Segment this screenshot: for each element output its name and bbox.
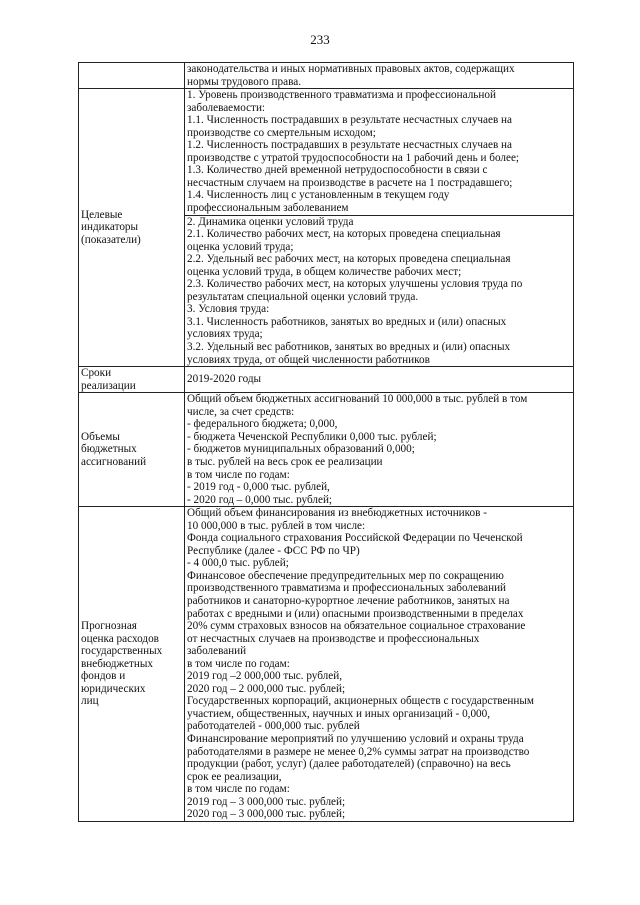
value-line: участием, общественных, научных и иных организаций - 0,000, [187, 707, 491, 720]
value-line: 2. Динамика оценки условий труда [187, 215, 354, 228]
value-line: в том числе по годам: [187, 468, 290, 481]
page-number: 233 [310, 32, 330, 47]
row-label-line: фондов и [81, 670, 126, 683]
row-label-cell [79, 367, 185, 393]
row-label-line: государственных [81, 645, 163, 658]
value-line: оценка условий труда; [187, 240, 294, 253]
value-line: 2019 год – 3 000,000 тыс. рублей; [187, 795, 346, 808]
value-line: Финансирование мероприятий по улучшению условий и охраны труда [187, 732, 524, 745]
row-label-line: внебюджетных [81, 657, 153, 670]
value-line: - 4 000,0 тыс. рублей; [187, 557, 289, 570]
value-line: производстве с утратой трудоспособности на 1 рабочий день и более; [187, 151, 520, 164]
value-line: 2.2. Удельный вес рабочих мест, на которых проведена специальная [187, 253, 511, 266]
value-line: Финансовое обеспечение предупредительных мер по сокращению [187, 569, 504, 582]
value-line: 2019-2020 годы [187, 373, 262, 386]
value-line: 1.1. Численность пострадавших в результате несчастных случаев на [187, 114, 513, 127]
value-line: работодателями в размере не менее 0,2% суммы затрат на производство [187, 745, 530, 758]
row-label-line: (показатели) [81, 233, 141, 246]
value-line: - бюджетов муниципальных образований 0,000; [187, 443, 415, 456]
value-line: законодательства и иных нормативных правовых актов, содержащих [187, 63, 515, 75]
row-label-line: оценка расходов [81, 632, 159, 645]
row-label-line: Сроки [81, 367, 112, 380]
row-label-line: лиц [81, 695, 99, 708]
value-line: 3.1. Численность работников, занятых во вредных и (или) опасных [187, 315, 507, 328]
value-line: 3.2. Удельный вес работников, занятых во вредных и (или) опасных [187, 341, 511, 354]
value-line: 20% сумм страховых взносов на обязательное социальное страхование [187, 620, 526, 633]
value-line: результатам специальной оценки условий труда. [187, 290, 419, 303]
forecast-expenses-row [79, 507, 574, 822]
continuation-row [79, 63, 574, 89]
value-line: в том числе по годам: [187, 657, 290, 670]
implementation-period-row [79, 367, 574, 393]
value-line: Фонда социального страхования Российской Федерации по Чеченской [187, 532, 523, 545]
row-label-line: бюджетных [81, 443, 137, 456]
value-line: 2.3. Количество рабочих мест, на которых улучшены условия труда по [187, 278, 523, 291]
value-line: 1.3. Количество дней временной нетрудоспособности в связи с [187, 164, 488, 177]
row-value-cell [185, 507, 574, 822]
value-line: - бюджета Чеченской Республики 0,000 тыс. рублей; [187, 430, 437, 443]
row-value-cell [185, 393, 574, 507]
value-line: 1.4. Численность лиц с установленным в текущем году [187, 189, 450, 202]
value-line: Государственных корпораций, акционерных обществ с государственным [187, 695, 534, 708]
value-line: - 2019 год - 0,000 тыс. рублей, [187, 481, 330, 494]
row-value-cell [185, 367, 574, 393]
row-value-cell [185, 215, 574, 367]
row-label-line: Целевые [81, 208, 123, 221]
budget-allocations-row [79, 393, 574, 507]
value-line: работах с вредными и (или) опасными производственными в пределах [187, 607, 524, 620]
value-line: условиях труда; [187, 328, 263, 341]
value-line: оценка условий труда, в общем количестве рабочих мест; [187, 265, 462, 278]
value-line: срок ее реализации, [187, 770, 282, 783]
value-line: производстве со смертельным исходом; [187, 126, 376, 139]
value-line: 2019 год –2 000,000 тыс. рублей, [187, 670, 342, 683]
value-line: 2020 год – 2 000,000 тыс. рублей; [187, 682, 346, 695]
value-line: несчастным случаем на производстве в расчете на 1 пострадавшего; [187, 176, 513, 189]
row-value-cell [185, 89, 574, 215]
value-line: производственного травматизма и профессиональных заболеваний [187, 582, 507, 595]
row-label-cell [79, 507, 185, 822]
value-line: продукции (работ, услуг) (далее работодателей) (справочно) на весь [187, 758, 511, 771]
value-line: работников и санаторно-курортное лечение работников, занятых на [187, 594, 510, 607]
value-line: - 2020 год – 0,000 тыс. рублей; [187, 493, 333, 506]
value-line: 2020 год – 3 000,000 тыс. рублей; [187, 808, 346, 821]
value-line: профессиональным заболеванием [187, 202, 349, 215]
value-line: 2.1. Количество рабочих мест, на которых проведена специальная [187, 228, 501, 241]
row-label-line: Прогнозная [81, 620, 137, 633]
row-label-line: юридических [81, 682, 146, 695]
value-line: - федерального бюджета; 0,000, [187, 418, 338, 431]
row-label-line: индикаторы [81, 221, 139, 234]
value-line: Общий объем финансирования из внебюджетных источников - [187, 507, 487, 520]
row-label-cell [79, 63, 185, 89]
value-line: Республике (далее - ФСС РФ по ЧР) [187, 544, 360, 557]
value-line: в том числе по годам: [187, 783, 290, 796]
value-line: Общий объем бюджетных ассигнований 10 000,000 в тыс. рублей в том [187, 393, 528, 406]
value-line: 10 000,000 в тыс. рублей в том числе: [187, 519, 366, 532]
value-line: заболеваний [187, 645, 247, 658]
value-line: числе, за счет средств: [187, 405, 295, 418]
target-indicators-row [79, 89, 574, 215]
row-label-cell [79, 393, 185, 507]
row-value-cell [185, 63, 574, 89]
value-line: условиях труда, от общей численности работников [187, 353, 430, 366]
value-line: нормы трудового права. [187, 75, 301, 88]
value-line: 1. Уровень производственного травматизма и профессиональной [187, 89, 496, 102]
passport-table [78, 62, 574, 822]
value-line: 3. Условия труда: [187, 303, 270, 316]
value-line: работодателей - 000,000 тыс. рублей [187, 720, 360, 733]
row-label-line: реализации [81, 379, 136, 392]
value-line: заболеваемости: [187, 101, 266, 114]
row-label-cell [79, 89, 185, 367]
value-line: в тыс. рублей на весь срок ее реализации [187, 455, 383, 468]
value-line: от несчастных случаев на производстве и профессиональных [187, 632, 480, 645]
value-line: 1.2. Численность пострадавших в результате несчастных случаев на [187, 139, 513, 152]
row-label-line: ассигнований [81, 455, 147, 468]
row-label-line: Объемы [81, 430, 120, 443]
